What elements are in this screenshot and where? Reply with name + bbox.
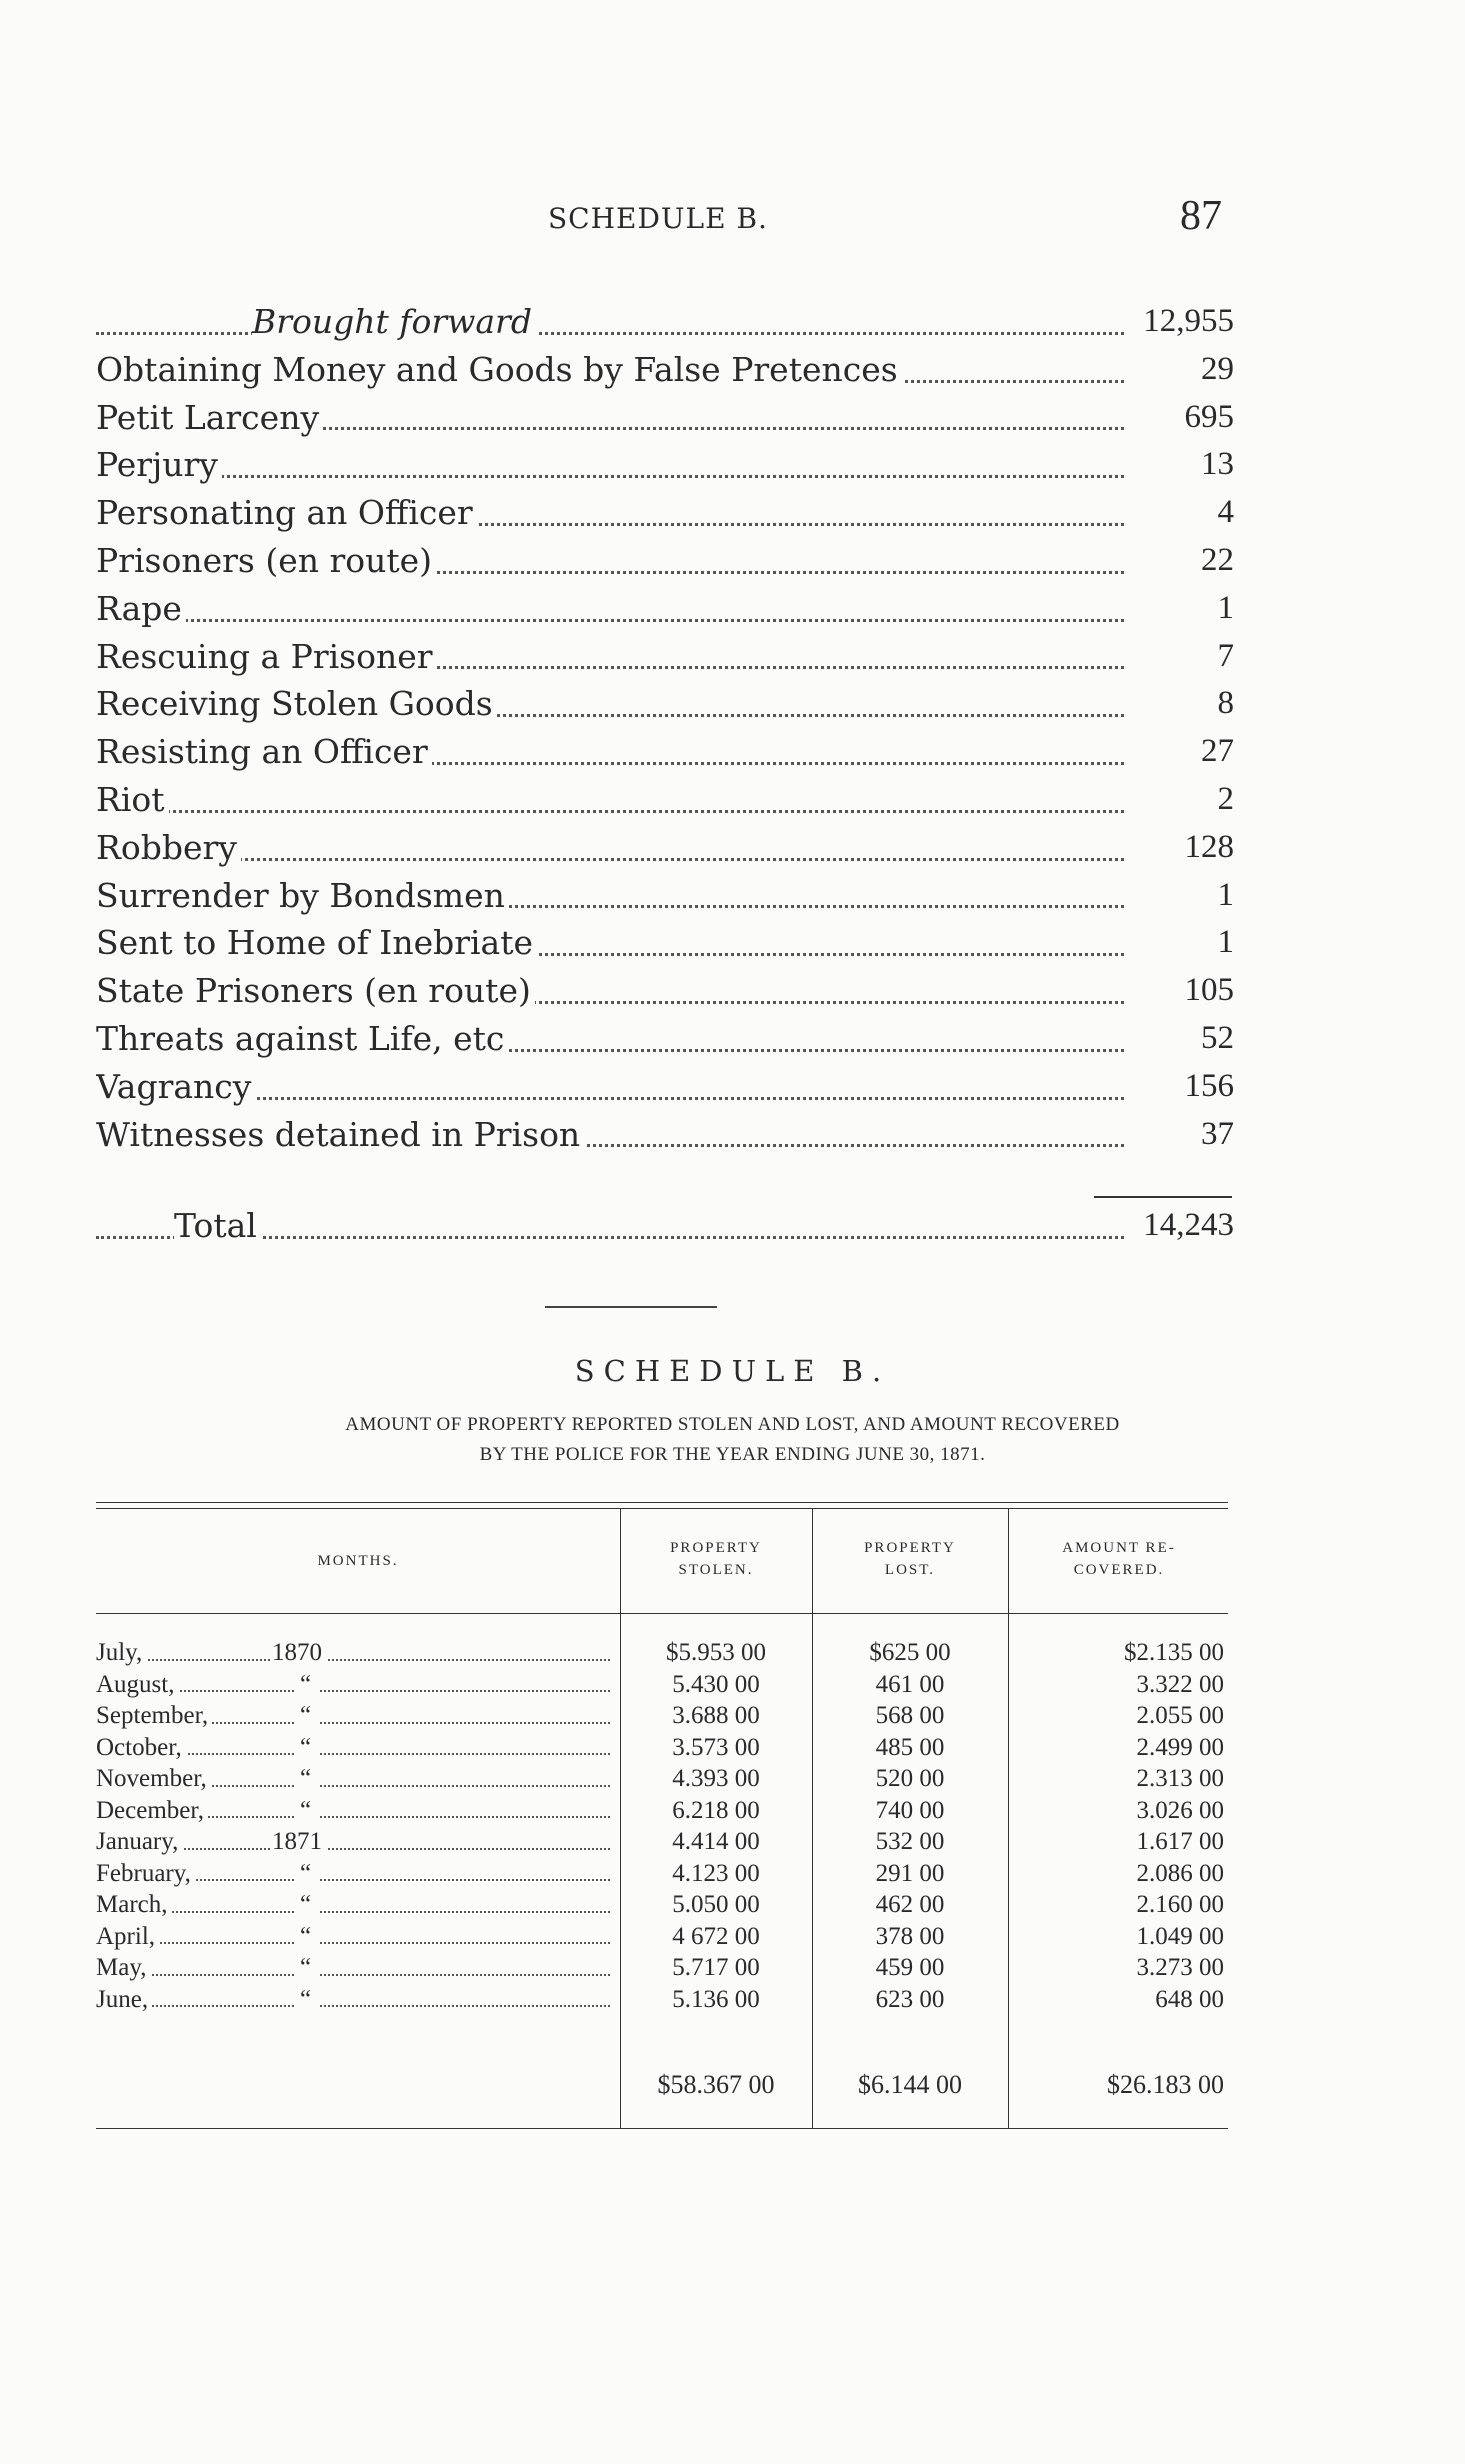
stolen-cell: 3.688 00 bbox=[672, 1702, 760, 1729]
dot-leader bbox=[96, 1942, 610, 1944]
month-label: May, bbox=[96, 1952, 150, 1984]
offence-label: Witnesses detained in Prison bbox=[96, 1115, 584, 1154]
table-row bbox=[96, 1795, 1228, 1827]
lost-cell: 378 00 bbox=[875, 1922, 945, 1950]
offence-label: Vagrancy bbox=[96, 1067, 255, 1106]
offence-row bbox=[96, 1063, 1234, 1111]
table-row bbox=[96, 1637, 1228, 1669]
header-bottom-rule bbox=[96, 1613, 1228, 1614]
running-head: SCHEDULE B. bbox=[548, 202, 768, 235]
offence-label: Obtaining Money and Goods by False Pretences bbox=[96, 350, 902, 389]
stolen-cell: 5.430 00 bbox=[672, 1670, 760, 1698]
offence-count: 1 bbox=[1210, 919, 1235, 967]
header-line: AMOUNT RE- bbox=[1062, 1540, 1176, 1556]
offence-label: Petit Larceny bbox=[96, 398, 323, 437]
column-header-recovered bbox=[1010, 1537, 1228, 1581]
offence-rows bbox=[96, 346, 1234, 1159]
total-row bbox=[96, 1202, 1234, 1250]
dot-leader bbox=[96, 2005, 610, 2007]
lost-cell: 462 00 bbox=[875, 1891, 945, 1918]
recovered-cell: 1.617 00 bbox=[1136, 1828, 1224, 1855]
table-row bbox=[96, 1669, 1228, 1701]
recovered-cell: $2.135 00 bbox=[1124, 1639, 1224, 1666]
table-row bbox=[96, 1921, 1228, 1953]
lost-cell: 568 00 bbox=[875, 1702, 945, 1729]
offence-row bbox=[96, 919, 1234, 967]
dot-leader bbox=[96, 475, 1124, 478]
dot-leader bbox=[96, 619, 1124, 622]
month-label: July, bbox=[96, 1637, 146, 1669]
schedule-subtitle-1: AMOUNT OF PROPERTY REPORTED STOLEN AND LOST, AND AMOUNT RECOVERED bbox=[345, 1414, 1120, 1435]
table-row bbox=[96, 1858, 1228, 1890]
offence-label: Surrender by Bondsmen bbox=[96, 876, 509, 915]
total-recovered: $26.183 00 bbox=[1107, 2070, 1224, 2099]
dot-leader bbox=[96, 810, 1124, 813]
month-label: June, bbox=[96, 1984, 152, 2016]
offence-label: Sent to Home of Inebriate bbox=[96, 923, 537, 962]
month-label: August, bbox=[96, 1669, 178, 1701]
recovered-cell: 3.322 00 bbox=[1136, 1670, 1224, 1698]
recovered-cell: 3.026 00 bbox=[1136, 1796, 1224, 1824]
year-label: 1870 bbox=[272, 1637, 326, 1669]
ditto-mark: “ bbox=[296, 1763, 319, 1795]
table-top-rule-inner bbox=[96, 1508, 1228, 1509]
ditto-mark: “ bbox=[296, 1795, 319, 1827]
brought-forward-row bbox=[96, 298, 1234, 346]
offence-row bbox=[96, 776, 1234, 824]
offence-count: 8 bbox=[1210, 680, 1235, 728]
dot-leader bbox=[96, 1659, 610, 1661]
year-label: 1871 bbox=[272, 1826, 326, 1858]
offence-row bbox=[96, 728, 1234, 776]
offence-label: Resisting an Officer bbox=[96, 732, 432, 771]
ditto-mark: “ bbox=[296, 1700, 319, 1732]
offence-count: 128 bbox=[1177, 824, 1235, 872]
offence-count: 1 bbox=[1210, 585, 1235, 633]
dot-leader bbox=[96, 1911, 610, 1913]
lost-cell: 532 00 bbox=[875, 1828, 945, 1855]
offence-count: 4 bbox=[1210, 489, 1235, 537]
recovered-cell: 3.273 00 bbox=[1136, 1954, 1224, 1981]
table-row bbox=[96, 1763, 1228, 1795]
total-stolen: $58.367 00 bbox=[657, 2070, 775, 2099]
brought-forward-value: 12,955 bbox=[1135, 298, 1234, 346]
offence-count: 37 bbox=[1193, 1111, 1234, 1159]
offence-count: 7 bbox=[1210, 633, 1235, 681]
month-label: October, bbox=[96, 1732, 186, 1764]
header-line: PROPERTY bbox=[670, 1540, 762, 1556]
table-row bbox=[96, 1952, 1228, 1984]
offence-row bbox=[96, 967, 1234, 1015]
schedule-title: SCHEDULE B. bbox=[574, 1354, 891, 1388]
dot-leader bbox=[96, 858, 1124, 861]
stolen-cell: 4.123 00 bbox=[672, 1859, 760, 1887]
stolen-cell: 4 672 00 bbox=[672, 1922, 760, 1950]
stolen-cell: 5.136 00 bbox=[672, 1985, 760, 2013]
offence-row bbox=[96, 1015, 1234, 1063]
page-number: 87 bbox=[1180, 193, 1222, 239]
recovered-cell: 2.055 00 bbox=[1136, 1702, 1224, 1729]
total-rule bbox=[1094, 1196, 1232, 1198]
offence-row bbox=[96, 585, 1234, 633]
lost-cell: $625 00 bbox=[869, 1639, 951, 1666]
month-label: February, bbox=[96, 1858, 195, 1890]
offence-count: 29 bbox=[1193, 346, 1234, 394]
table-row bbox=[96, 1984, 1228, 2016]
recovered-cell: 2.313 00 bbox=[1136, 1765, 1224, 1792]
ditto-mark: “ bbox=[296, 1984, 319, 2016]
offence-row bbox=[96, 872, 1234, 920]
offence-row bbox=[96, 633, 1234, 681]
offence-row bbox=[96, 394, 1234, 442]
lost-cell: 623 00 bbox=[875, 1985, 945, 2013]
recovered-cell: 2.499 00 bbox=[1136, 1733, 1224, 1761]
lost-cell: 291 00 bbox=[875, 1859, 945, 1887]
ditto-mark: “ bbox=[296, 1669, 319, 1701]
offence-list bbox=[96, 298, 1234, 1158]
offence-label: Riot bbox=[96, 780, 169, 819]
section-divider bbox=[545, 1306, 717, 1308]
offence-label: Receiving Stolen Goods bbox=[96, 684, 497, 723]
schedule-subtitle-2: BY THE POLICE FOR THE YEAR ENDING JUNE 30, 1871. bbox=[479, 1444, 986, 1465]
offence-label: Personating an Officer bbox=[96, 493, 477, 532]
table-row bbox=[96, 1826, 1228, 1858]
offence-label: Threats against Life, etc bbox=[96, 1019, 508, 1058]
offence-label: Perjury bbox=[96, 445, 222, 484]
column-header-lost bbox=[814, 1537, 1006, 1581]
recovered-cell: 2.160 00 bbox=[1136, 1891, 1224, 1918]
stolen-cell: 4.393 00 bbox=[672, 1765, 760, 1792]
offence-count: 695 bbox=[1177, 394, 1235, 442]
offence-row bbox=[96, 346, 1234, 394]
ditto-mark: “ bbox=[296, 1889, 319, 1921]
total-value: 14,243 bbox=[1135, 1202, 1234, 1250]
month-label: January, bbox=[96, 1826, 182, 1858]
lost-cell: 485 00 bbox=[875, 1733, 945, 1761]
total-lost: $6.144 00 bbox=[858, 2070, 962, 2099]
offence-count: 13 bbox=[1193, 441, 1234, 489]
month-label: November, bbox=[96, 1763, 211, 1795]
ditto-mark: “ bbox=[296, 1732, 319, 1764]
table-bottom-rule bbox=[96, 2128, 1228, 2129]
column-header-stolen bbox=[622, 1537, 810, 1581]
table-totals-row bbox=[96, 2070, 1228, 2106]
lost-cell: 520 00 bbox=[875, 1765, 945, 1792]
ditto-mark: “ bbox=[296, 1952, 319, 1984]
table-row bbox=[96, 1889, 1228, 1921]
header-line: STOLEN. bbox=[678, 1562, 754, 1578]
offence-count: 2 bbox=[1210, 776, 1235, 824]
column-header-months: MONTHS. bbox=[317, 1553, 399, 1569]
table-top-rule bbox=[96, 1502, 1228, 1503]
stolen-cell: 5.050 00 bbox=[672, 1891, 760, 1918]
lost-cell: 459 00 bbox=[875, 1954, 945, 1981]
dot-leader bbox=[96, 332, 1124, 335]
offence-count: 156 bbox=[1177, 1063, 1235, 1111]
offence-label: Rape bbox=[96, 589, 186, 628]
offence-count: 105 bbox=[1177, 967, 1235, 1015]
offence-row bbox=[96, 1111, 1234, 1159]
offence-row bbox=[96, 489, 1234, 537]
offence-count: 22 bbox=[1193, 537, 1234, 585]
ditto-mark: “ bbox=[296, 1921, 319, 1953]
offence-count: 27 bbox=[1193, 728, 1234, 776]
total-row-wrap bbox=[96, 1202, 1234, 1250]
offence-count: 1 bbox=[1210, 872, 1235, 920]
offence-row bbox=[96, 680, 1234, 728]
stolen-cell: 4.414 00 bbox=[672, 1828, 760, 1855]
offence-row bbox=[96, 441, 1234, 489]
table-row bbox=[96, 1700, 1228, 1732]
lost-cell: 461 00 bbox=[875, 1670, 945, 1698]
header-line: PROPERTY bbox=[864, 1540, 956, 1556]
recovered-cell: 2.086 00 bbox=[1136, 1859, 1224, 1887]
offence-row bbox=[96, 824, 1234, 872]
header-line: LOST. bbox=[884, 1562, 936, 1578]
month-label: September, bbox=[96, 1700, 212, 1732]
recovered-cell: 648 00 bbox=[1155, 1985, 1224, 2013]
offence-count: 52 bbox=[1193, 1015, 1234, 1063]
stolen-cell: 5.717 00 bbox=[672, 1954, 760, 1981]
dot-leader bbox=[96, 1974, 610, 1976]
offence-label: Rescuing a Prisoner bbox=[96, 637, 437, 676]
stolen-cell: 3.573 00 bbox=[672, 1733, 760, 1761]
month-label: April, bbox=[96, 1921, 159, 1953]
table-body bbox=[96, 1637, 1228, 2015]
total-label: Total bbox=[174, 1206, 261, 1245]
offence-label: Prisoners (en route) bbox=[96, 541, 436, 580]
month-label: March, bbox=[96, 1889, 172, 1921]
stolen-cell: 6.218 00 bbox=[672, 1796, 760, 1824]
offence-label: Robbery bbox=[96, 828, 241, 867]
month-label: December, bbox=[96, 1795, 208, 1827]
recovered-cell: 1.049 00 bbox=[1136, 1922, 1224, 1950]
stolen-cell: $5.953 00 bbox=[666, 1639, 766, 1666]
header-line: COVERED. bbox=[1073, 1562, 1165, 1578]
offence-row bbox=[96, 537, 1234, 585]
table-row bbox=[96, 1732, 1228, 1764]
page-header bbox=[0, 192, 1465, 242]
offence-label: State Prisoners (en route) bbox=[96, 971, 535, 1010]
ditto-mark: “ bbox=[296, 1858, 319, 1890]
lost-cell: 740 00 bbox=[875, 1796, 945, 1824]
brought-forward-label: Brought forward bbox=[252, 302, 536, 341]
